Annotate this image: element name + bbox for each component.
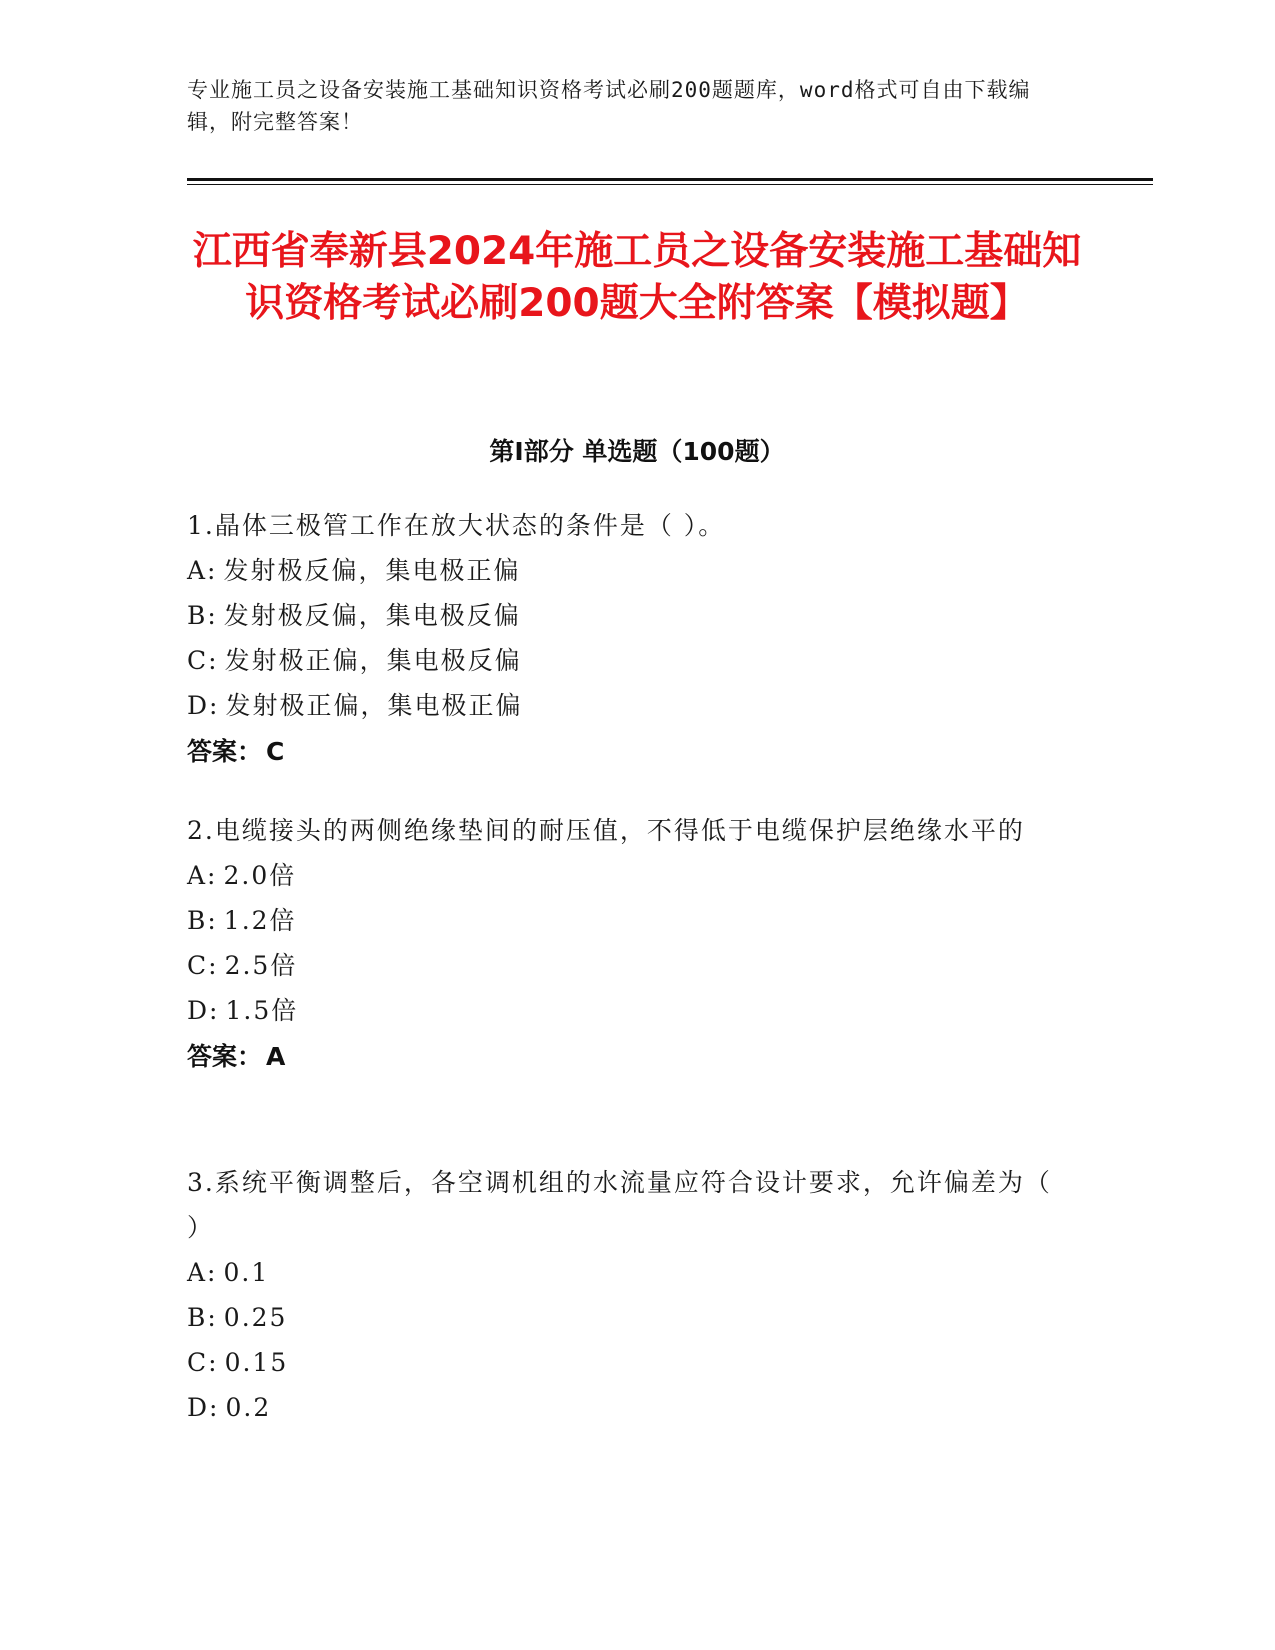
question-3 (187, 1160, 1067, 1430)
answer-label: 答案： (187, 1042, 263, 1071)
option-b (187, 1295, 1067, 1340)
option-text: 0.2 (225, 1393, 272, 1422)
option-text: 1.2倍 (223, 906, 297, 935)
option-c (187, 943, 1067, 988)
document-title: 江西省奉新县2024年施工员之设备安装施工基础知识资格考试必刷200题大全附答案【模拟题】 (192, 229, 1082, 326)
option-d (187, 683, 1067, 728)
option-label: A: (187, 861, 218, 890)
option-label: C: (187, 646, 219, 675)
question-2 (187, 808, 1067, 1079)
header-rule-thin (187, 184, 1153, 185)
option-label: B: (187, 906, 218, 935)
option-text: 2.0倍 (223, 861, 297, 890)
header-note: 专业施工员之设备安装施工基础知识资格考试必刷200题题库，word格式可自由下载编辑，附完整答案！ (187, 78, 1031, 134)
option-label: B: (187, 601, 218, 630)
option-d (187, 1385, 1067, 1430)
question-stem: 3.系统平衡调整后，各空调机组的水流量应符合设计要求，允许偏差为（ ） (187, 1168, 1052, 1242)
option-text: 发射极正偏，集电极反偏 (224, 646, 522, 675)
option-label: D: (187, 691, 220, 720)
section-heading: 第I部分 单选题（100题） (489, 437, 785, 466)
option-c (187, 638, 1067, 683)
option-text: 发射极正偏，集电极正偏 (225, 691, 523, 720)
answer-value: C (266, 737, 285, 766)
option-d (187, 988, 1067, 1033)
option-text: 1.5倍 (225, 996, 299, 1025)
option-b (187, 593, 1067, 638)
option-text: 发射极反偏，集电极正偏 (223, 556, 521, 585)
option-label: A: (187, 556, 218, 585)
question-stem: 2.电缆接头的两侧绝缘垫间的耐压值，不得低于电缆保护层绝缘水平的 (187, 816, 1025, 845)
option-label: C: (187, 1348, 219, 1377)
option-a (187, 1250, 1067, 1295)
answer-label: 答案： (187, 737, 263, 766)
option-text: 0.1 (223, 1258, 270, 1287)
option-label: D: (187, 996, 220, 1025)
question-stem: 1.晶体三极管工作在放大状态的条件是（ ）。 (187, 511, 726, 540)
option-text: 0.15 (224, 1348, 289, 1377)
option-label: A: (187, 1258, 218, 1287)
answer-line (187, 1034, 1067, 1079)
option-label: B: (187, 1303, 218, 1332)
option-a (187, 548, 1067, 593)
question-1 (187, 503, 1067, 774)
option-label: C: (187, 951, 219, 980)
answer-value: A (266, 1042, 286, 1071)
option-label: D: (187, 1393, 220, 1422)
option-c (187, 1340, 1067, 1385)
answer-line (187, 729, 1067, 774)
option-b (187, 898, 1067, 943)
option-text: 发射极反偏，集电极反偏 (223, 601, 521, 630)
option-text: 0.25 (223, 1303, 288, 1332)
header-rule-thick (187, 178, 1153, 181)
option-text: 2.5倍 (224, 951, 298, 980)
option-a (187, 853, 1067, 898)
